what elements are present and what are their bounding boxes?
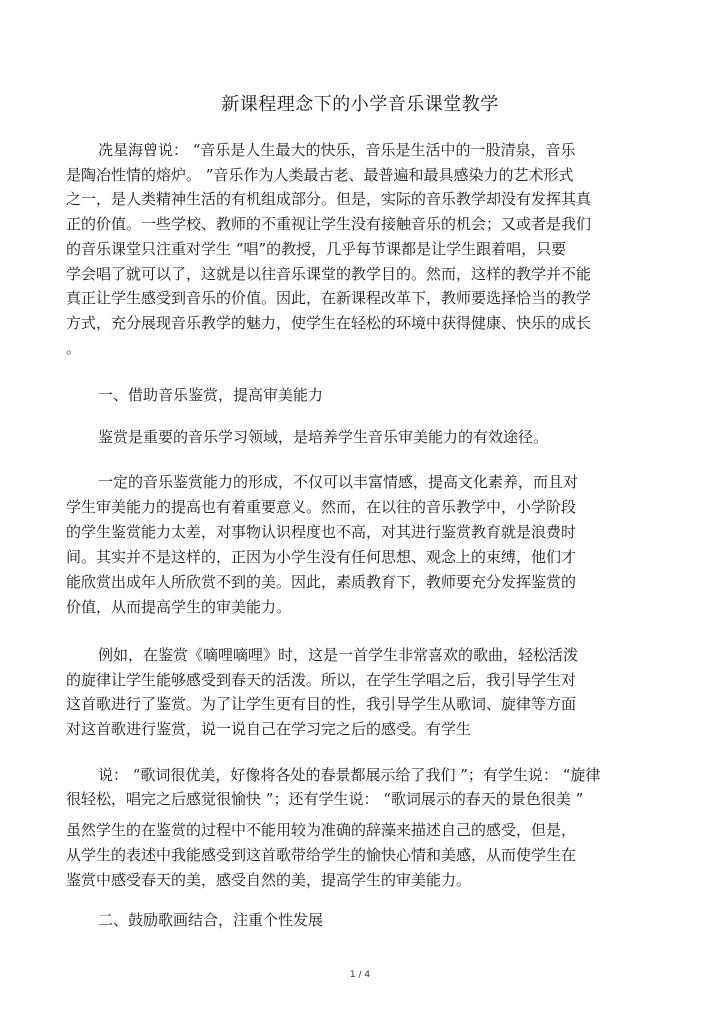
- text-line: 学会唱了就可以了，这就是以往音乐课堂的教学目的。然而，这样的教学并不能: [66, 265, 592, 283]
- text-line: 价值，从而提高学生的审美能力。: [66, 598, 292, 616]
- text-line: 鉴赏中感受春天的美，感受自然的美，提高学生的审美能力。: [66, 871, 472, 889]
- text-line: 学生审美能力的提高也有着重要意义。然而，在以往的音乐教学中，小学阶段: [66, 498, 577, 516]
- text-line: 从学生的表述中我能感受到这首歌带给学生的愉快心情和美感，从而使学生在: [66, 846, 577, 864]
- text-line: 之一，是人类精神生活的有机组成部分。但是，实际的音乐教学却没有发挥其真: [66, 190, 592, 208]
- text-line: 冼星海曾说： “音乐是人生最大的快乐，音乐是生活中的一股清泉，音乐: [98, 141, 576, 159]
- section-heading: 一、借助音乐鉴赏，提高审美能力: [98, 386, 324, 404]
- text-line: 的旋律让学生能够感受到春天的活泼。所以，在学生学唱之后，我引导学生对: [66, 671, 577, 689]
- text-line: 方式，充分展现音乐教学的魅力，使学生在轻松的环境中获得健康、快乐的成长: [66, 314, 592, 332]
- text-line: 。: [66, 339, 82, 357]
- text-line: 例如，在鉴赏《嘀哩嘀哩》时，这是一首学生非常喜欢的歌曲，轻松活泼: [98, 646, 579, 664]
- text-line: 这首歌进行了鉴赏。为了让学生更有目的性，我引导学生从歌词、旋律等方面: [66, 695, 577, 713]
- text-line: 的音乐课堂只注重对学生 “唱”的教授，几乎每节课都是让学生跟着唱，只要: [66, 240, 567, 258]
- text-line: 能欣赏出成年人所欣赏不到的美。因此，素质教育下，教师要充分发挥鉴赏的: [66, 573, 577, 591]
- text-line: 正的价值。一些学校、教师的不重视让学生没有接触音乐的机会；又或者是我们: [66, 215, 592, 233]
- text-line: 很轻松，唱完之后感觉很愉快 ”；还有学生说： “歌词展示的春天的景色很美 ”: [66, 790, 584, 808]
- text-line: 说： “歌词很优美，好像将各处的春景都展示给了我们 ”；有学生说： “旋律: [98, 766, 601, 784]
- text-line: 间。其实并不是这样的，正因为小学生没有任何思想、观念上的束缚，他们才: [66, 548, 577, 566]
- text-line: 是陶冶性情的熔炉。 ”音乐作为人类最古老、最普遍和最具感染力的艺术形式: [66, 166, 574, 184]
- text-line: 一定的音乐鉴赏能力的形成，不仅可以丰富情感，提高文化素养，而且对: [98, 473, 579, 491]
- section-heading: 二、鼓励歌画结合，注重个性发展: [98, 911, 324, 929]
- text-line: 对这首歌进行鉴赏，说一说自己在学习完之后的感受。有学生: [66, 720, 472, 738]
- text-line: 的学生鉴赏能力太差，对事物认识程度也不高，对其进行鉴赏教育就是浪费时: [66, 523, 577, 541]
- page-number: 1 / 4: [349, 970, 371, 980]
- text-line: 虽然学生的在鉴赏的过程中不能用较为准确的辞藻来描述自己的感受，但是，: [66, 821, 577, 839]
- page-title: 新课程理念下的小学音乐课堂教学: [221, 94, 499, 115]
- text-line: 鉴赏是重要的音乐学习领域，是培养学生音乐审美能力的有效途径。: [98, 428, 549, 446]
- text-line: 真正让学生感受到音乐的价值。因此，在新课程改革下，教师要选择恰当的教学: [66, 289, 592, 307]
